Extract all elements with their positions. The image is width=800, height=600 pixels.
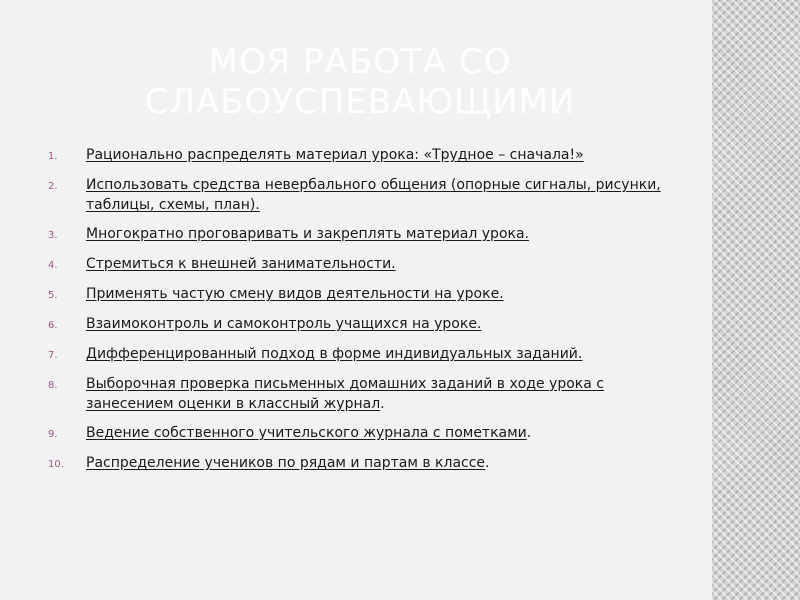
item-text-underlined: Ведение собственного учительского журнала с пометками	[86, 425, 527, 441]
item-text-tail: .	[526, 425, 532, 441]
list-item	[48, 423, 668, 444]
item-number: 2.	[48, 181, 58, 192]
list-item	[48, 145, 668, 166]
item-text	[86, 284, 668, 304]
item-text-underlined: Рационально распределять материал урока: «Трудное – сначала!»	[86, 147, 584, 163]
list-item	[48, 254, 668, 275]
item-text	[86, 145, 668, 165]
item-text	[86, 224, 668, 244]
item-text	[86, 423, 668, 443]
item-number: 1.	[48, 151, 58, 162]
list-item	[48, 374, 668, 414]
list-item	[48, 284, 668, 305]
numbered-list	[48, 145, 668, 483]
item-text	[86, 453, 668, 473]
item-number: 4.	[48, 260, 58, 271]
item-text-tail: .	[485, 455, 490, 471]
item-text	[86, 374, 668, 414]
item-text-underlined: Взаимоконтроль и самоконтроль учащихся на уроке.	[86, 316, 482, 332]
item-text	[86, 254, 668, 274]
item-text-underlined: Распределение учеников по рядам и партам в классе	[86, 455, 486, 471]
item-number: 10.	[48, 459, 64, 470]
item-text-underlined: Многократно проговаривать и закреплять материал урока.	[86, 226, 529, 242]
item-text-underlined: Дифференцированный подход в форме индивидуальных заданий.	[86, 346, 583, 362]
slide-title: МОЯ РАБОТА СО СЛАБОУСПЕВАЮЩИМИ	[144, 42, 576, 122]
list-item	[48, 175, 668, 215]
list-item	[48, 314, 668, 335]
item-text-tail: .	[380, 396, 385, 412]
item-number: 3.	[48, 230, 58, 241]
decorative-side-band	[712, 0, 800, 600]
item-number: 6.	[48, 320, 58, 331]
item-number: 9.	[48, 429, 58, 440]
list-item	[48, 224, 668, 245]
item-text-underlined: Стремиться к внешней занимательности.	[86, 256, 396, 272]
item-number: 8.	[48, 380, 58, 391]
item-text	[86, 344, 668, 364]
item-number: 7.	[48, 350, 58, 361]
item-number: 5.	[48, 290, 58, 301]
item-text-underlined: Выборочная проверка письменных домашних заданий в ходе урока с занесением оценки в классный журнал	[86, 376, 604, 412]
item-text	[86, 175, 668, 215]
list-item	[48, 453, 668, 474]
item-text-underlined: Использовать средства невербального общения (опорные сигналы, рисунки, таблицы, схемы, план).	[86, 177, 661, 213]
item-text	[86, 314, 668, 334]
list-item	[48, 344, 668, 365]
item-text-underlined: Применять частую смену видов деятельности на уроке.	[86, 286, 504, 302]
